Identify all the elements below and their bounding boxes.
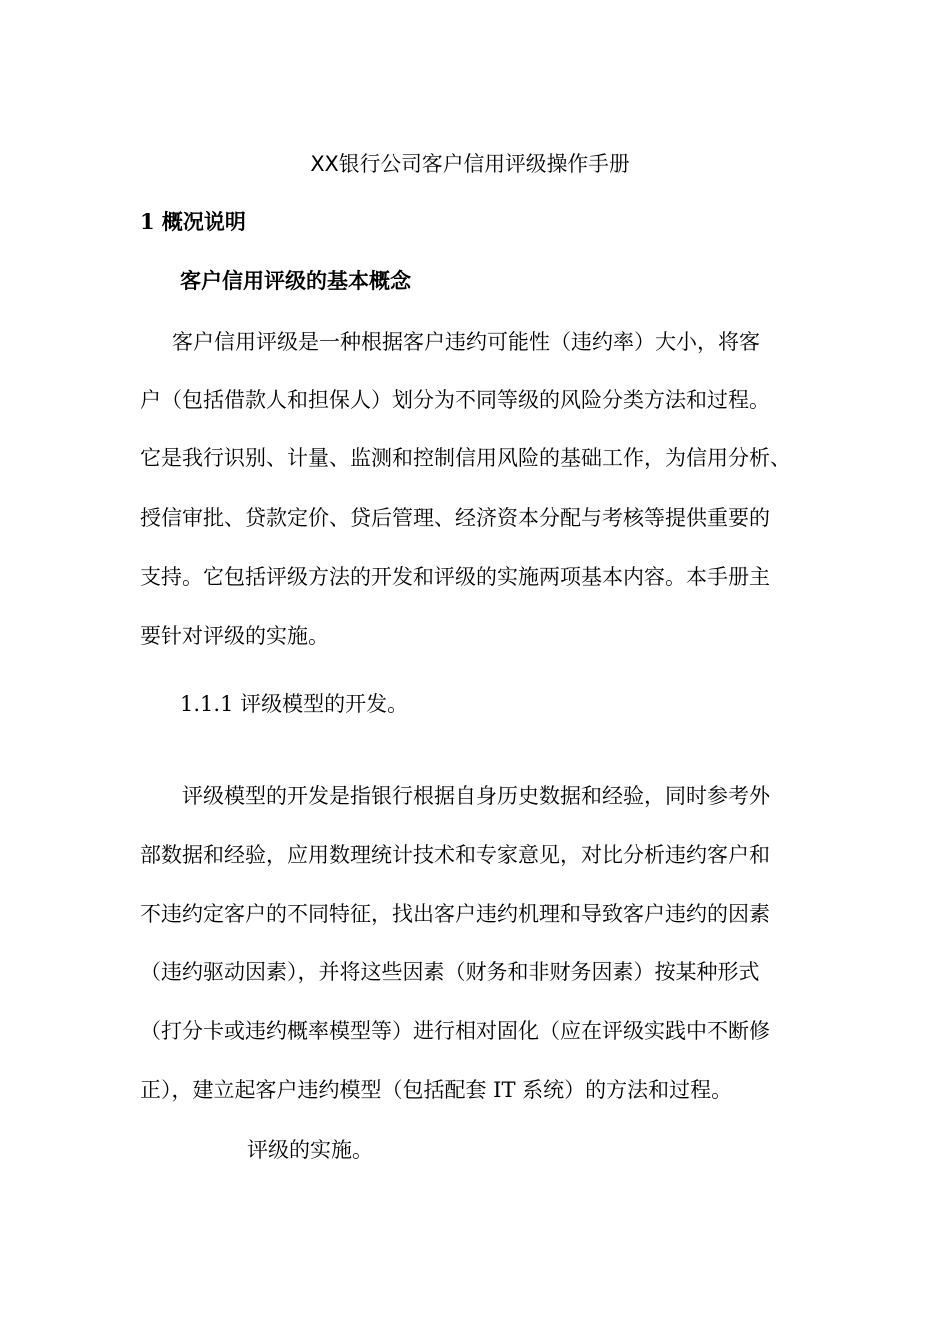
document-title — [0, 150, 940, 178]
paragraph-line: 不违约定客户的不同特征，找出客户违约机理和导致客户违约的因素 — [140, 902, 770, 926]
item-1-1-1: 1.1.1 评级模型的开发。 — [180, 692, 409, 716]
paragraph-line: 客户信用评级是一种根据客户违约可能性（违约率）大小，将客 — [172, 330, 760, 354]
paragraph-line: 评级模型的开发是指银行根据自身历史数据和经验，同时参考外 — [182, 784, 770, 808]
item-1-1-2: 评级的实施。 — [247, 1138, 373, 1162]
title-prefix: XX — [310, 152, 339, 176]
paragraph-line: 它是我行识别、计量、监测和控制信用风险的基础工作，为信用分析、 — [140, 446, 791, 470]
paragraph-line: （违约驱动因素），并将这些因素（财务和非财务因素）按某种形式 — [140, 960, 760, 984]
paragraph-line: 户（包括借款人和担保人）划分为不同等级的风险分类方法和过程。 — [140, 388, 770, 412]
subsection-heading: 客户信用评级的基本概念 — [180, 268, 411, 293]
paragraph-line: 要针对评级的实施。 — [140, 624, 329, 648]
section-heading: 1 概况说明 — [140, 209, 246, 234]
paragraph-line: 部数据和经验，应用数理统计技术和专家意见，对比分析违约客户和 — [140, 843, 770, 867]
title-text: 银行公司客户信用评级操作手册 — [338, 152, 630, 176]
paragraph-line: 授信审批、贷款定价、贷后管理、经济资本分配与考核等提供重要的 — [140, 506, 770, 530]
paragraph-line: 正），建立起客户违约模型（包括配套 IT 系统）的方法和过程。 — [140, 1078, 733, 1102]
paragraph-line: （打分卡或违约概率模型等）进行相对固化（应在评级实践中不断修 — [140, 1019, 770, 1043]
paragraph-line: 支持。它包括评级方法的开发和评级的实施两项基本内容。本手册主 — [140, 565, 770, 589]
